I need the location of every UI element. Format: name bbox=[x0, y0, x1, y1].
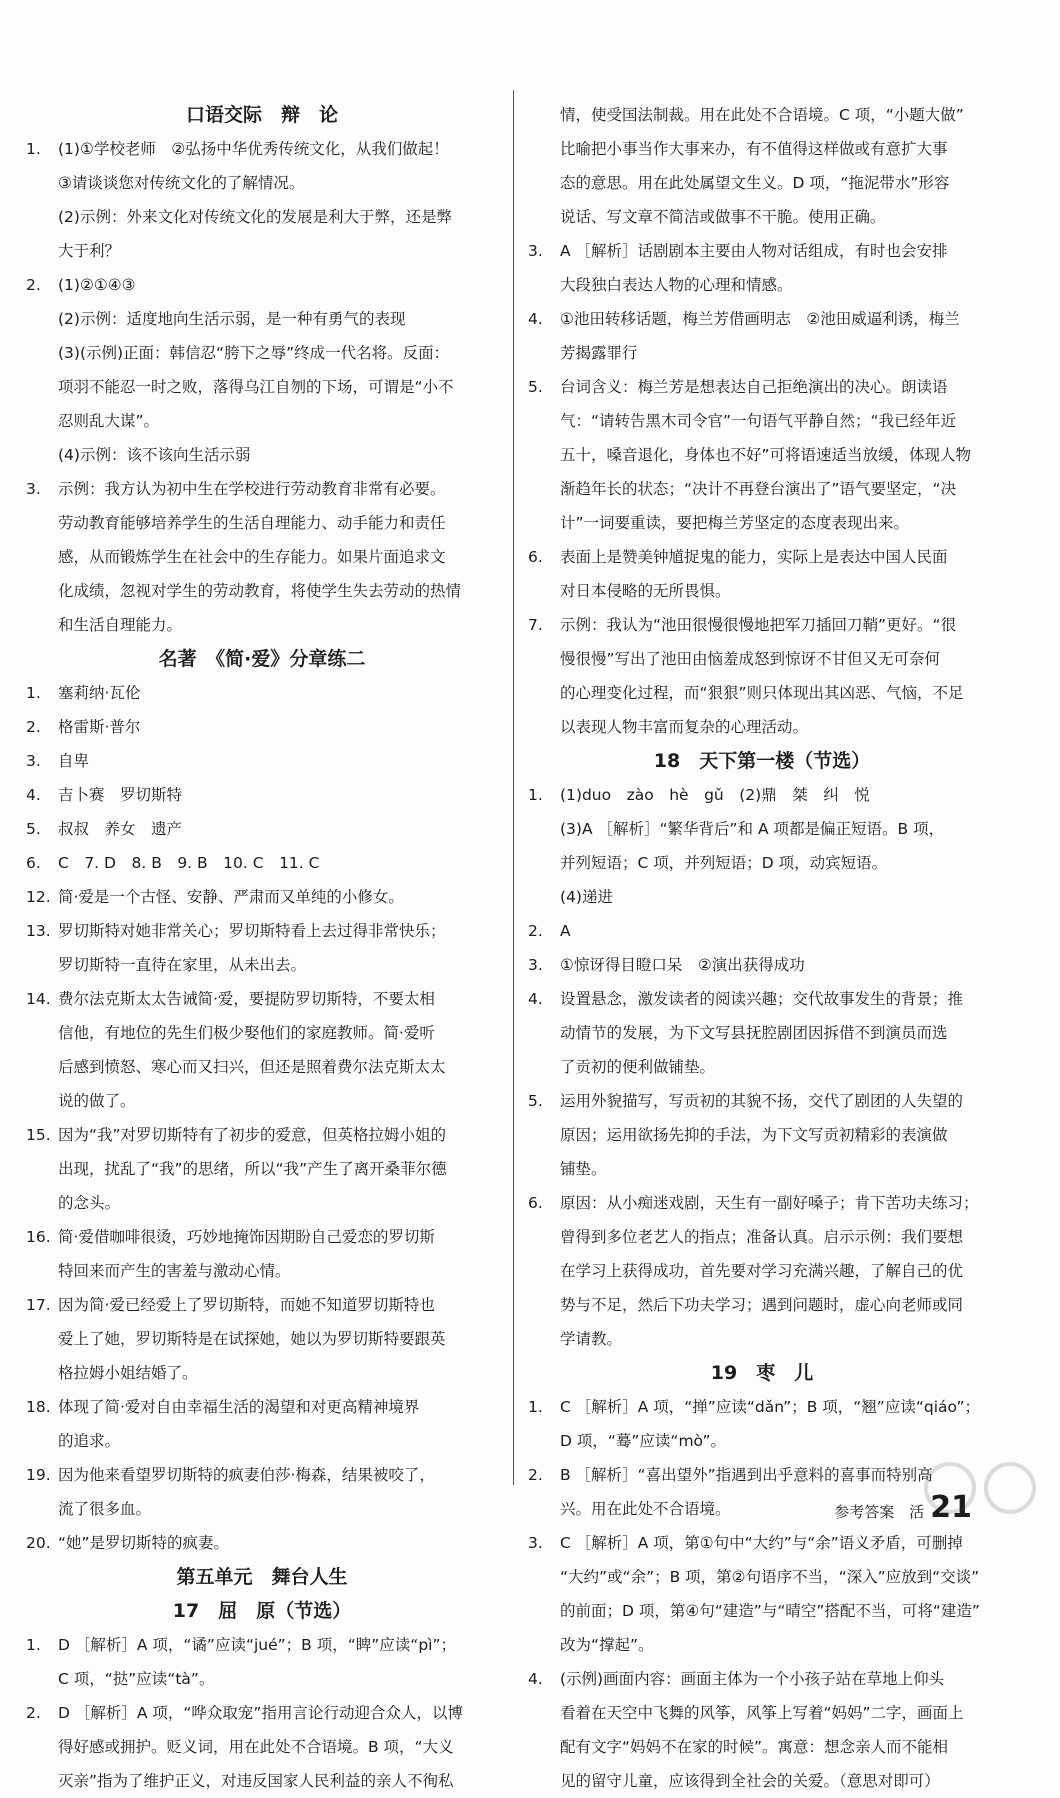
answer-text bbox=[58, 744, 498, 778]
answer-line: 出现，扰乱了“我”的思绪，所以“我”产生了离开桑菲尔德 bbox=[58, 1160, 447, 1178]
answer-item bbox=[528, 302, 996, 370]
answer-item bbox=[528, 982, 996, 1084]
answer-line: D ［解析］A 项，“哗众取宠”指用言论行动迎合众人，以博 bbox=[58, 1704, 463, 1722]
answer-text bbox=[560, 234, 996, 302]
answer-text bbox=[560, 948, 996, 982]
answer-text bbox=[58, 1628, 498, 1696]
answer-number: 13. bbox=[26, 922, 51, 940]
answer-line: (3)(示例)正面：韩信忍“胯下之辱”终成一代名将。反面： bbox=[58, 344, 450, 362]
answer-text bbox=[560, 540, 996, 608]
answer-line: 情，使受国法制裁。用在此处不合语境。C 项，“小题大做” bbox=[560, 106, 964, 124]
answer-number: 3. bbox=[528, 1534, 543, 1552]
right-column bbox=[528, 98, 996, 1798]
answer-line: 铺垫。 bbox=[560, 1160, 607, 1178]
answer-line: 并列短语；C 项，并列短语；D 项，动宾短语。 bbox=[560, 854, 888, 872]
answer-text bbox=[58, 982, 498, 1118]
answer-number: 19. bbox=[26, 1466, 51, 1484]
answer-number: 16. bbox=[26, 1228, 51, 1246]
answer-number: 2. bbox=[528, 922, 543, 940]
answer-line: C ［解析］A 项，第①句中“大约”与“余”语义矛盾，可删掉 bbox=[560, 1534, 963, 1552]
answer-line: A ［解析］话剧剧本主要由人物对话组成，有时也会安排 bbox=[560, 242, 948, 260]
answer-line: (1)duo zào hè gǔ (2)鼎 桀 纠 悦 bbox=[560, 786, 870, 804]
answer-item bbox=[528, 1084, 996, 1186]
answer-number: 6. bbox=[528, 548, 543, 566]
answer-text bbox=[560, 1084, 996, 1186]
answer-number: 3. bbox=[26, 480, 41, 498]
answer-number: 20. bbox=[26, 1534, 51, 1552]
answer-line: 爱上了她，罗切斯特是在试探她，她以为罗切斯特要跟英 bbox=[58, 1330, 446, 1348]
answer-item bbox=[26, 472, 498, 642]
answer-item bbox=[26, 846, 498, 880]
answer-line: 说的做了。 bbox=[58, 1092, 136, 1110]
answer-line: 因为“我”对罗切斯特有了初步的爱意，但英格拉姆小姐的 bbox=[58, 1126, 447, 1144]
answer-item bbox=[528, 948, 996, 982]
answer-item bbox=[26, 1458, 498, 1526]
answer-line: 设置悬念，激发读者的阅读兴趣；交代故事发生的背景；推 bbox=[560, 990, 964, 1008]
answer-line: 格雷斯·普尔 bbox=[58, 718, 141, 736]
answer-line: 对日本侵略的无所畏惧。 bbox=[560, 582, 731, 600]
answer-line: 势与不足，然后下功夫学习；遇到问题时，虚心向老师或同 bbox=[560, 1296, 964, 1314]
answer-item bbox=[26, 1526, 498, 1560]
answer-line: 五十，嗓音退化，身体也不好”可将语速适当放缓，体现人物 bbox=[560, 446, 972, 464]
answer-item bbox=[26, 1118, 498, 1220]
answer-text bbox=[560, 1526, 996, 1662]
answer-line: 吉卜赛 罗切斯特 bbox=[58, 786, 183, 804]
answer-number: 4. bbox=[528, 990, 543, 1008]
answer-number: 3. bbox=[528, 956, 543, 974]
answer-item bbox=[26, 1696, 498, 1798]
answer-line: 气：“请转告黑木司令官”一句语气平静自然；“我已经年近 bbox=[560, 412, 957, 430]
answer-number: 5. bbox=[528, 1092, 543, 1110]
answer-text bbox=[58, 1118, 498, 1220]
answer-line: D 项，“蓦”应读“mò”。 bbox=[560, 1432, 727, 1450]
answer-line: 项羽不能忍一时之败，落得乌江自刎的下场，可谓是“小不 bbox=[58, 378, 454, 396]
answer-number: 1. bbox=[26, 684, 41, 702]
answer-text bbox=[560, 98, 996, 234]
answer-line: 的心理变化过程，而“狠狠”则只体现出其凶恶、气恼，不足 bbox=[560, 684, 964, 702]
answer-text bbox=[58, 1696, 498, 1798]
answer-line: 感，从而锻炼学生在社会中的生存能力。如果片面追求文 bbox=[58, 548, 446, 566]
answer-line: (4)递进 bbox=[560, 888, 613, 906]
answer-item bbox=[528, 234, 996, 302]
answer-line: (3)A ［解析］“繁华背后”和 A 项都是偏正短语。B 项， bbox=[560, 820, 945, 838]
answer-number: 6. bbox=[528, 1194, 543, 1212]
answer-item bbox=[26, 710, 498, 744]
answer-item bbox=[26, 812, 498, 846]
answer-item bbox=[26, 132, 498, 268]
answer-line: (1)①学校老师 ②弘扬中华优秀传统文化，从我们做起！ bbox=[58, 140, 449, 158]
answer-number: 1. bbox=[26, 140, 41, 158]
answer-line: 芳揭露罪行 bbox=[560, 344, 638, 362]
answer-text bbox=[58, 1526, 498, 1560]
answer-item bbox=[26, 268, 498, 472]
answer-line: “她”是罗切斯特的疯妻。 bbox=[58, 1534, 230, 1552]
answer-line: 改为“撑起”。 bbox=[560, 1636, 654, 1654]
answer-line: 兴。用在此处不合语境。 bbox=[560, 1500, 731, 1518]
answer-line: 表面上是赞美钟馗捉鬼的能力，实际上是表达中国人民面 bbox=[560, 548, 948, 566]
answer-line: 看着在天空中飞舞的风筝，风筝上写着“妈妈”二字，画面上 bbox=[560, 1704, 964, 1722]
answer-line: (示例)画面内容：画面主体为一个小孩子站在草地上仰头 bbox=[560, 1670, 945, 1688]
answer-item bbox=[528, 1526, 996, 1662]
answer-text bbox=[58, 1220, 498, 1288]
answer-item bbox=[26, 1628, 498, 1696]
answer-number: 4. bbox=[26, 786, 41, 804]
answer-line: 劳动教育能够培养学生的生活自理能力、动手能力和责任 bbox=[58, 514, 446, 532]
answer-number: 1. bbox=[528, 1398, 543, 1416]
answer-line: 以表现人物丰富而复杂的心理活动。 bbox=[560, 718, 809, 736]
answer-text bbox=[560, 370, 996, 540]
answer-line: 原因：从小痴迷戏剧，天生有一副好嗓子；肯下苦功夫练习； bbox=[560, 1194, 979, 1212]
answer-number: 5. bbox=[528, 378, 543, 396]
answer-line: 灭亲”指为了维护正义，对违反国家人民利益的亲人不徇私 bbox=[58, 1772, 454, 1790]
answer-line: C 项，“挞”应读“tà”。 bbox=[58, 1670, 215, 1688]
answer-text bbox=[560, 778, 996, 914]
answer-line: ①惊讶得目瞪口呆 ②演出获得成功 bbox=[560, 956, 805, 974]
answer-line: 大于利？ bbox=[58, 242, 121, 260]
answer-item bbox=[26, 1390, 498, 1458]
answer-item bbox=[26, 914, 498, 982]
answer-number: 7. bbox=[528, 616, 543, 634]
answer-line: 后感到愤怒、寒心而又扫兴，但还是照着费尔法克斯太太 bbox=[58, 1058, 446, 1076]
answer-line: 的前面；D 项，第④句“建造”与“晴空”搭配不当，可将“建造” bbox=[560, 1602, 980, 1620]
answer-item bbox=[528, 608, 996, 744]
answer-text bbox=[58, 676, 498, 710]
answer-line: 渐趋年长的状态；“决计不再登台演出了”语气要坚定，“决 bbox=[560, 480, 957, 498]
answer-line: 和生活自理能力。 bbox=[58, 616, 183, 634]
answer-number: 2. bbox=[26, 1704, 41, 1722]
answer-line: 动情节的发展，为下文写县抚腔剧团因拆借不到演员而选 bbox=[560, 1024, 948, 1042]
answer-line: 学请教。 bbox=[560, 1330, 623, 1348]
answer-text bbox=[58, 268, 498, 472]
answer-item bbox=[26, 1288, 498, 1390]
answer-number: 1. bbox=[26, 1636, 41, 1654]
answer-line: C 7. D 8. B 9. B 10. C 11. C bbox=[58, 854, 320, 872]
answer-line: 曾得到多位老艺人的指点；准备认真。启示示例：我们要想 bbox=[560, 1228, 964, 1246]
answer-line: 自卑 bbox=[58, 752, 90, 770]
left-column bbox=[26, 98, 498, 1798]
answer-line: 示例：我认为“池田很慢很慢地把军刀插回刀鞘”更好。“很 bbox=[560, 616, 957, 634]
answer-line: 配有文字“妈妈不在家的时候”。寓意：想念亲人而不能相 bbox=[560, 1738, 949, 1756]
answer-line: “大约”或“余”；B 项，第②句语序不当，“深入”应放到“交谈” bbox=[560, 1568, 980, 1586]
answer-text bbox=[58, 1458, 498, 1526]
answer-number: 5. bbox=[26, 820, 41, 838]
answer-text bbox=[58, 914, 498, 982]
answer-item bbox=[528, 1662, 996, 1798]
answer-line: 计”一词要重读，要把梅兰芳坚定的态度表现出来。 bbox=[560, 514, 910, 532]
answer-line: 示例：我方认为初中生在学校进行劳动教育非常有必要。 bbox=[58, 480, 446, 498]
answer-item bbox=[26, 778, 498, 812]
answer-line: 态的意思。用在此处属望文生义。D 项，“拖泥带水”形容 bbox=[560, 174, 950, 192]
answer-text bbox=[58, 846, 498, 880]
answer-line: ①池田转移话题，梅兰芳借画明志 ②池田威逼利诱，梅兰 bbox=[560, 310, 960, 328]
answer-text bbox=[58, 778, 498, 812]
section-heading: 口语交际 辩 论 bbox=[185, 104, 338, 126]
answer-line: 的念头。 bbox=[58, 1194, 121, 1212]
answer-line: 忍则乱大谋”。 bbox=[58, 412, 160, 430]
answer-line: B ［解析］“喜出望外”指遇到出乎意料的喜事而特别高 bbox=[560, 1466, 933, 1484]
answer-line: 了贡初的便利做铺垫。 bbox=[560, 1058, 716, 1076]
answer-number: 4. bbox=[528, 310, 543, 328]
answer-line: C ［解析］A 项，“掸”应读“dǎn”；B 项，“翘”应读“qiáo”； bbox=[560, 1398, 980, 1416]
answer-item bbox=[528, 778, 996, 914]
answer-text bbox=[560, 982, 996, 1084]
answer-line: 见的留守儿童，应该得到全社会的关爱。（意思对即可） bbox=[560, 1772, 940, 1790]
answer-line: 特回来而产生的害羞与激动心情。 bbox=[58, 1262, 291, 1280]
answer-number: 4. bbox=[528, 1670, 543, 1688]
answer-text bbox=[560, 1186, 996, 1356]
section-heading: 19 枣 儿 bbox=[710, 1362, 814, 1384]
answer-line: 在学习上获得成功，首先要对学习充满兴趣，了解自己的优 bbox=[560, 1262, 964, 1280]
section-heading: 18 天下第一楼（节选） bbox=[653, 750, 871, 772]
answer-number: 2. bbox=[26, 276, 41, 294]
answer-line: 费尔法克斯太太告诫简·爱，要提防罗切斯特，不要太相 bbox=[58, 990, 435, 1008]
answer-number: 3. bbox=[528, 242, 543, 260]
answer-item bbox=[528, 540, 996, 608]
answer-number: 2. bbox=[26, 718, 41, 736]
answer-line: 原因；运用欲扬先抑的手法，为下文写贡初精彩的表演做 bbox=[560, 1126, 948, 1144]
answer-number: 14. bbox=[26, 990, 51, 1008]
answer-line: 因为他来看望罗切斯特的疯妻伯莎·梅森，结果被咬了， bbox=[58, 1466, 435, 1484]
answer-text bbox=[58, 812, 498, 846]
answer-text bbox=[58, 1390, 498, 1458]
answer-line: D ［解析］A 项，“谲”应读“jué”；B 项，“睥”应读“pì”； bbox=[58, 1636, 457, 1654]
answer-line: 比喻把小事当作大事来办，有不值得这样做或有意扩大事 bbox=[560, 140, 948, 158]
answer-line: (1)②①④③ bbox=[58, 276, 136, 294]
answer-line: (2)示例：适度地向生活示弱，是一种有勇气的表现 bbox=[58, 310, 406, 328]
answer-number: 3. bbox=[26, 752, 41, 770]
answer-line: 格拉姆小姐结婚了。 bbox=[58, 1364, 198, 1382]
answer-number: 1. bbox=[528, 786, 543, 804]
answer-line: 运用外貌描写，写贡初的其貌不扬，交代了剧团的人失望的 bbox=[560, 1092, 964, 1110]
answer-number: 18. bbox=[26, 1398, 51, 1416]
answer-number: 17. bbox=[26, 1296, 51, 1314]
answer-text bbox=[560, 1662, 996, 1798]
footer-label: 参考答案 活 bbox=[834, 1503, 925, 1521]
page-number: 21 bbox=[930, 1490, 972, 1525]
answer-text bbox=[58, 710, 498, 744]
answer-item bbox=[26, 676, 498, 710]
answer-number: 15. bbox=[26, 1126, 51, 1144]
answer-line: 罗切斯特一直待在家里，从未出去。 bbox=[58, 956, 307, 974]
answer-line: 慢很慢”写出了池田由恼羞成怒到惊讶不甘但又无可奈何 bbox=[560, 650, 941, 668]
answer-text bbox=[58, 472, 498, 642]
answer-number: 12. bbox=[26, 888, 51, 906]
section-heading: 第五单元 舞台人生 bbox=[176, 1566, 348, 1588]
answer-text bbox=[560, 302, 996, 370]
answer-number bbox=[528, 98, 560, 234]
answer-line: 叔叔 养女 遗产 bbox=[58, 820, 183, 838]
answer-item bbox=[26, 982, 498, 1118]
answer-text bbox=[58, 880, 498, 914]
answer-line: 体现了简·爱对自由幸福生活的渴望和对更高精神境界 bbox=[58, 1398, 420, 1416]
answer-item bbox=[26, 880, 498, 914]
answer-line: ③请谈谈您对传统文化的了解情况。 bbox=[58, 174, 305, 192]
answer-text bbox=[58, 132, 498, 268]
answer-item bbox=[528, 370, 996, 540]
answer-number: 6. bbox=[26, 854, 41, 872]
answer-line: 塞莉纳·瓦伦 bbox=[58, 684, 141, 702]
answer-line: 简·爱借咖啡很烫，巧妙地掩饰因期盼自己爱恋的罗切斯 bbox=[58, 1228, 435, 1246]
answer-line: 信他，有地位的先生们极少娶他们的家庭教师。简·爱听 bbox=[58, 1024, 435, 1042]
answer-line: 化成绩，忽视对学生的劳动教育，将使学生失去劳动的热情 bbox=[58, 582, 462, 600]
answer-number: 2. bbox=[528, 1466, 543, 1484]
answer-line: 简·爱是一个古怪、安静、严肃而又单纯的小修女。 bbox=[58, 888, 404, 906]
answer-line: 罗切斯特对她非常关心；罗切斯特看上去过得非常快乐； bbox=[58, 922, 446, 940]
answer-text bbox=[560, 914, 996, 948]
answer-item bbox=[26, 744, 498, 778]
answer-item bbox=[528, 914, 996, 948]
answer-item bbox=[26, 1220, 498, 1288]
answer-text bbox=[560, 608, 996, 744]
answer-line: 的追求。 bbox=[58, 1432, 121, 1450]
answer-line: 流了很多血。 bbox=[58, 1500, 152, 1518]
answer-line: 大段独白表达人物的心理和情感。 bbox=[560, 276, 793, 294]
answer-item bbox=[528, 98, 996, 234]
answer-line: 说话、写文章不简洁或做事不干脆。使用正确。 bbox=[560, 208, 886, 226]
answer-line: 台词含义：梅兰芳是想表达自己拒绝演出的决心。朗读语 bbox=[560, 378, 948, 396]
answer-line: (2)示例：外来文化对传统文化的发展是利大于弊，还是弊 bbox=[58, 208, 452, 226]
column-divider bbox=[513, 90, 514, 1485]
answer-item bbox=[528, 1186, 996, 1356]
answer-text bbox=[58, 1288, 498, 1390]
watermark-logo-icon bbox=[920, 1448, 1040, 1528]
answer-line: A bbox=[560, 922, 571, 940]
section-heading: 17 屈 原（节选） bbox=[172, 1600, 352, 1622]
answer-line: 因为简·爱已经爱上了罗切斯特，而她不知道罗切斯特也 bbox=[58, 1296, 435, 1314]
answer-line: 得好感或拥护。贬义词，用在此处不合语境。B 项，“大义 bbox=[58, 1738, 454, 1756]
answer-line: (4)示例：该不该向生活示弱 bbox=[58, 446, 251, 464]
section-heading: 名著 《简·爱》分章练二 bbox=[158, 648, 366, 670]
